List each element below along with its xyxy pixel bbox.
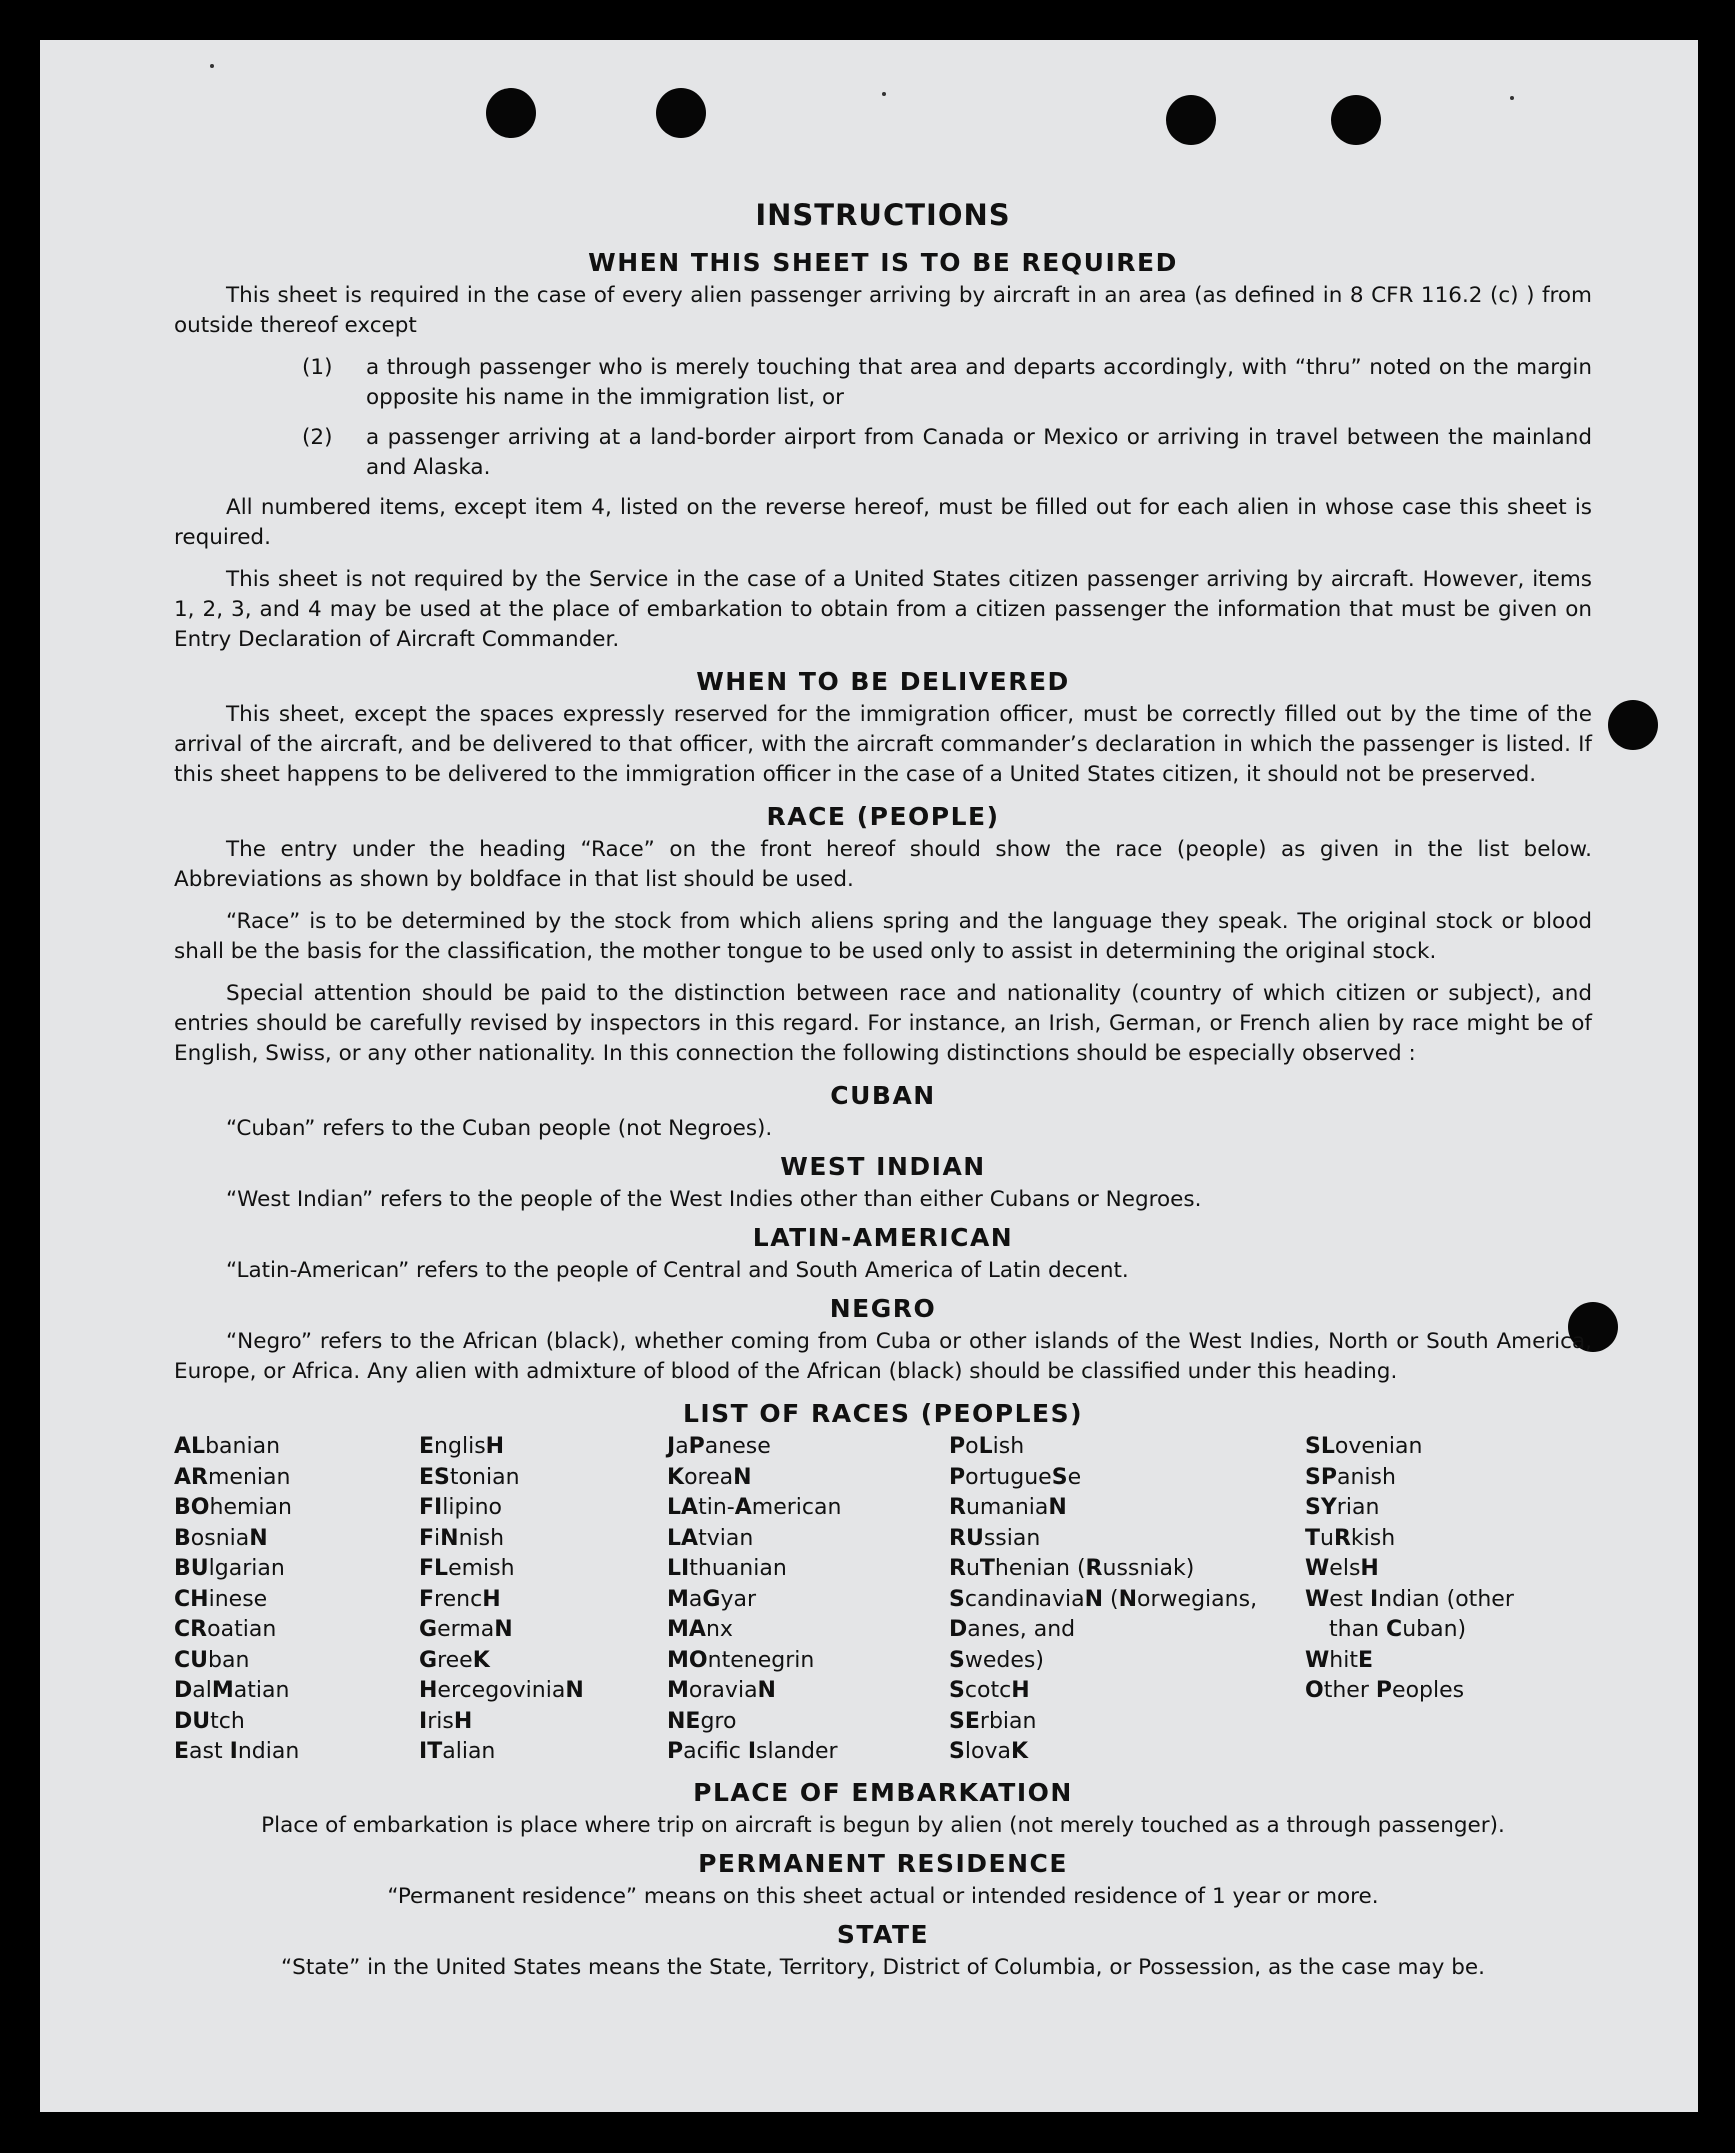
race-entry: NEgro — [667, 1708, 737, 1734]
heading-residence: PERMANENT RESIDENCE — [698, 1848, 1068, 1878]
race-entry: MoraviaN — [667, 1678, 776, 1703]
heading-cuban: CUBAN — [830, 1081, 936, 1110]
race-entry: LAtin-American — [667, 1495, 842, 1520]
heading-race: RACE (PEOPLE) — [766, 802, 1000, 831]
race-entry: Danes, and — [949, 1617, 1076, 1642]
definition-negro: “Negro” refers to the African (black), whether coming from Cuba or other islands of the West Indies, North or South America, Europe, or Africa. Any alien with admixture of blood of the African (black) should be classified under this heading. — [174, 1329, 1592, 1384]
race-entry: BUlgarian — [174, 1556, 285, 1581]
race-entry: MOntenegrin — [667, 1647, 815, 1673]
race-entry: IrisH — [419, 1708, 473, 1734]
race-entry: DalMatian — [174, 1678, 290, 1703]
race-entry: FIlipino — [419, 1495, 502, 1520]
definition-residence: “Permanent residence” means on this sheet actual or intended residence of 1 year or more. — [387, 1883, 1379, 1909]
race-entry: than Cuban) — [1329, 1617, 1467, 1642]
race-entry: TuRkish — [1305, 1525, 1396, 1551]
heading-state: STATE — [836, 1919, 930, 1949]
race-entry: LIthuanian — [667, 1556, 787, 1581]
heading-latin-american: LATIN-AMERICAN — [752, 1223, 1014, 1252]
list-item — [174, 353, 1592, 413]
document-body — [174, 170, 1592, 1991]
race-entry: RUssian — [949, 1525, 1041, 1551]
race-entry: BosniaN — [174, 1525, 268, 1551]
paragraph-intro: This sheet is required in the case of every alien passenger arriving by aircraft in an area (as defined in 8 CFR 116.2 (c) ) from outside thereof except — [174, 283, 1592, 338]
speck — [210, 64, 214, 68]
page-title: INSTRUCTIONS — [755, 198, 1011, 232]
race-entry: FrencH — [419, 1586, 501, 1612]
race-entry: Pacifc Islander — [667, 1739, 838, 1764]
definition-latin-american: “Latin-American” refers to the people of Central and South America of Latin decent. — [226, 1258, 1129, 1283]
race-entry: EnglisH — [419, 1434, 505, 1459]
race-entry: Other Peoples — [1305, 1678, 1465, 1703]
race-entry: SErbian — [949, 1708, 1037, 1734]
race-entry: KoreaN — [667, 1464, 752, 1490]
heading-when-required: WHEN THIS SHEET IS TO BE REQUIRED — [588, 248, 1178, 277]
race-entry: SYrian — [1305, 1495, 1380, 1520]
punch-hole — [1166, 95, 1216, 145]
races-list — [174, 1432, 1592, 1768]
list-item — [174, 423, 1592, 483]
races-column — [949, 1432, 1305, 1768]
race-entry: ITalian — [419, 1739, 496, 1764]
race-entry: HercegoviniaN — [419, 1678, 584, 1703]
race-entry: FLemish — [419, 1556, 515, 1581]
document-page — [40, 40, 1698, 2112]
paragraph-race-2: “Race” is to be determined by the stock from which aliens spring and the language they speak. The original stock or blood shall be the basis for the classification, the mother tongue to be used only to assist in determining the original stock. — [174, 909, 1592, 964]
item-text: a through passenger who is merely touching that area and departs accordingly, with “thru” noted on the margin opposite his name in the immigration list, or — [366, 355, 1592, 410]
race-entry: ScandinaviaN (Norwegians, — [949, 1586, 1258, 1612]
paragraph-race-1: The entry under the heading “Race” on the front hereof should show the race (people) as given in the list below. Abbreviations as shown by boldface in that list should be used. — [174, 837, 1592, 892]
paragraph-citizen: This sheet is not required by the Service in the case of a United States citizen passenger arriving by aircraft. However, items 1, 2, 3, and 4 may be used at the place of embarkation to obtain from a citizen passenger the information that must be given on Entry Declaration of Aircraft Commander. — [174, 567, 1592, 652]
races-column — [419, 1432, 667, 1768]
heading-when-delivered: WHEN TO BE DELIVERED — [696, 667, 1070, 696]
race-entry: ScotcH — [949, 1678, 1030, 1703]
paragraph-delivered: This sheet, except the spaces expressly reserved for the immigration officer, must be correctly filled out by the time of the arrival of the aircraft, and be delivered to that officer, with the aircraft commander’s declaration in which the passenger is listed. If this sheet happens to be delivered to the immigration officer in the case of a United States citizen, it should not be preserved. — [174, 702, 1592, 787]
race-entry: WelsH — [1305, 1556, 1379, 1581]
race-entry: SPanish — [1305, 1464, 1396, 1490]
race-entry: PortugueSe — [949, 1464, 1082, 1490]
paragraph-numbered-items: All numbered items, except item 4, listed on the reverse hereof, must be filled out for each alien in whose case this sheet is required. — [174, 495, 1592, 550]
race-entry: CRoatian — [174, 1617, 277, 1642]
punch-hole — [1331, 95, 1381, 145]
race-entry: CHinese — [174, 1586, 268, 1612]
race-entry: JaPanese — [667, 1434, 771, 1459]
race-entry: DUtch — [174, 1708, 245, 1734]
race-entry: East Indian — [174, 1739, 300, 1764]
race-entry: GermaN — [419, 1617, 513, 1642]
races-column — [174, 1432, 419, 1768]
race-entry: RumaniaN — [949, 1495, 1067, 1520]
race-entry: SlovaK — [949, 1739, 1029, 1764]
item-number: (1) — [302, 355, 333, 380]
race-entry: SLovenian — [1305, 1434, 1423, 1459]
races-column — [1305, 1432, 1592, 1768]
race-entry: CUban — [174, 1647, 250, 1673]
race-entry: West Indian (other — [1305, 1586, 1514, 1612]
race-entry: RuThenian (Russniak) — [949, 1556, 1195, 1581]
race-entry: LAtvian — [667, 1525, 754, 1551]
definition-west-indian: “West Indian” refers to the people of the West Indies other than either Cubans or Negroes. — [226, 1187, 1202, 1212]
race-entry: EStonian — [419, 1464, 520, 1490]
race-entry: ALbanian — [174, 1434, 281, 1459]
races-column — [667, 1432, 949, 1768]
race-entry: WhitE — [1305, 1647, 1374, 1673]
race-entry: Swedes) — [949, 1647, 1044, 1673]
definition-embarkation: Place of embarkation is place where trip on aircraft is begun by alien (not merely touched as a through passenger). — [261, 1812, 1505, 1838]
heading-negro: NEGRO — [829, 1294, 937, 1323]
punch-hole — [1608, 700, 1658, 750]
race-entry: BOhemian — [174, 1495, 292, 1520]
race-entry: PoLish — [949, 1434, 1025, 1459]
speck — [1510, 96, 1514, 100]
punch-hole — [656, 88, 706, 138]
paragraph-race-3: Special attention should be paid to the distinction between race and nationality (country of which citizen or subject), and entries should be carefully revised by inspectors in this regard. For instance, an Irish, German, or French alien by race might be of English, Swiss, or any other nationality. In this connection the following distinctions should be especially observed : — [174, 981, 1592, 1066]
item-text: a passenger arriving at a land-border airport from Canada or Mexico or arriving in travel between the mainland and Alaska. — [366, 425, 1592, 480]
race-entry: MaGyar — [667, 1586, 757, 1612]
item-number: (2) — [302, 425, 333, 450]
speck — [882, 92, 886, 96]
race-entry: GreeK — [419, 1647, 490, 1673]
heading-list-of-races: LIST OF RACES (PEOPLES) — [682, 1399, 1084, 1428]
heading-embarkation: PLACE OF EMBARKATION — [693, 1777, 1073, 1807]
race-entry: FiNnish — [419, 1525, 505, 1551]
definition-state: “State” in the United States means the State, Territory, District of Columbia, or Possession, as the case may be. — [281, 1954, 1485, 1980]
punch-hole — [486, 88, 536, 138]
definition-cuban: “Cuban” refers to the Cuban people (not Negroes). — [226, 1116, 773, 1141]
race-entry: ARmenian — [174, 1464, 291, 1490]
heading-west-indian: WEST INDIAN — [780, 1152, 986, 1181]
race-entry: MAnx — [667, 1617, 733, 1642]
